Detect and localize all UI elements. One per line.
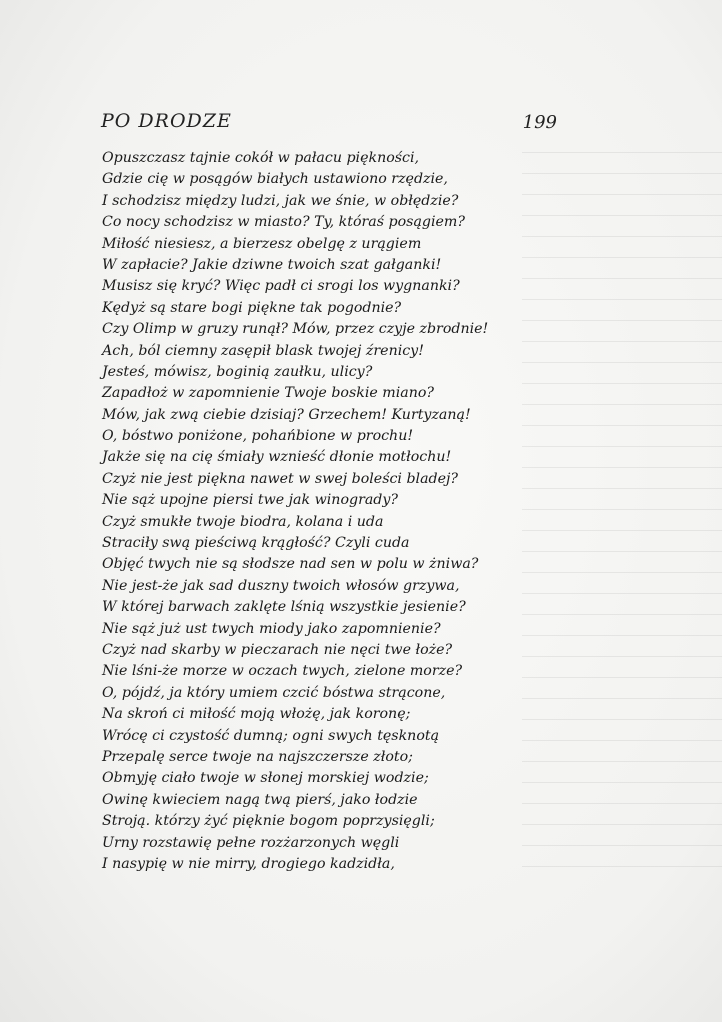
poem-line: Miłość niesiesz, a bierzesz obelgę z urągiem xyxy=(102,235,422,252)
poem-line: O, bóstwo poniżone, pohańbione w prochu! xyxy=(102,428,414,445)
poem-line: Nie lśni-że morze w oczach twych, zielone morze? xyxy=(102,663,463,680)
poem-line: Na skroń ci miłość moją włożę, jak koronę; xyxy=(102,706,411,723)
poem-line: Straciły swą pieściwą krągłość? Czyli cuda xyxy=(102,535,410,552)
poem-line: Jesteś, mówisz, boginią zaułku, ulicy? xyxy=(102,363,373,380)
poem-text xyxy=(102,148,562,875)
poem-line: Opuszczasz tajnie cokół w pałacu piękności, xyxy=(102,150,420,166)
poem-line: I nasypię w nie mirry, drogiego kadzidła, xyxy=(102,855,395,872)
poem-line: Czyż smukłe twoje biodra, kolana i uda xyxy=(102,513,384,530)
poem-line: I schodzisz między ludzi, jak we śnie, w obłędzie? xyxy=(102,192,459,209)
poem-line: W której barwach zaklęte lśnią wszystkie jesienie? xyxy=(102,599,466,616)
poem-line: Mów, jak zwą ciebie dzisiaj? Grzechem! Kurtyzaną! xyxy=(102,406,471,423)
poem-line: Gdzie cię w posągów białych ustawiono rzędzie, xyxy=(102,171,448,188)
poem-line: W zapłacie? Jakie dziwne twoich szat gałganki! xyxy=(102,256,442,273)
poem-line: Obmyję ciało twoje w słonej morskiej wodzie; xyxy=(102,770,429,787)
running-title: PO DRODZE xyxy=(101,110,232,132)
poem-line: Zapadłoż w zapomnienie Twoje boskie miano? xyxy=(102,385,435,402)
poem-line: Owinę kwieciem nagą twą pierś, jako łodzie xyxy=(102,791,418,808)
poem-line: Czyż nie jest piękna nawet w swej boleści bladej? xyxy=(102,470,459,487)
poem-line: Ach, ból ciemny zasępił blask twojej źrenicy! xyxy=(102,342,424,359)
poem-line: Nie sąż już ust twych miody jako zapomnienie? xyxy=(102,620,441,637)
poem-line: Jakże się na cię śmiały wznieść dłonie motłochu! xyxy=(102,449,452,466)
poem-line: Nie jest-że jak sad duszny twoich włosów grzywa, xyxy=(102,577,460,594)
poem-line: Musisz się kryć? Więc padł ci srogi los wygnanki? xyxy=(102,278,460,295)
poem-line: Urny rozstawię pełne rozżarzonych węgli xyxy=(102,834,400,851)
page-header xyxy=(101,110,557,140)
page-number: 199 xyxy=(522,112,557,133)
poem-line: Czyż nad skarby w pieczarach nie nęci twe łoże? xyxy=(102,641,453,658)
poem-line: Co nocy schodzisz w miasto? Ty, któraś posągiem? xyxy=(102,214,465,231)
poem-line: Wrócę ci czystość dumną; ogni swych tęsknotą xyxy=(102,727,440,744)
poem-line: Czy Olimp w gruzy runął? Mów, przez czyje zbrodnie! xyxy=(102,321,489,338)
poem-line: Objęć twych nie są słodsze nad sen w polu w żniwa? xyxy=(102,556,479,573)
poem-line: Stroją. którzy żyć pięknie bogom poprzysięgli; xyxy=(102,813,435,830)
poem-line: Nie sąż upojne piersi twe jak winogrady? xyxy=(102,492,399,509)
poem-line: Kędyż są stare bogi piękne tak pogodnie? xyxy=(102,299,402,316)
poem-line: O, pójdź, ja który umiem czcić bóstwa strącone, xyxy=(102,684,446,701)
poem-line: Przepalę serce twoje na najszczersze złoto; xyxy=(102,748,413,765)
